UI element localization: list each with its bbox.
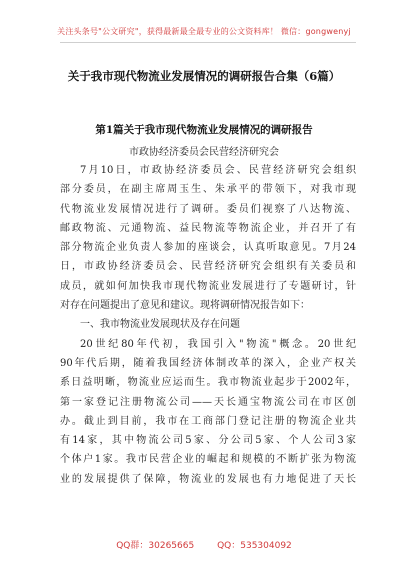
body-line: 20世纪80年代初，我国引入"物流"概念。20世纪 <box>80 338 356 350</box>
footer-contacts <box>0 538 408 551</box>
body-line: 7月10日，市政协经济委员会、民营经济研究会组织 <box>80 165 356 176</box>
body-line: 对存在问题提出了意见和建议。现将调研情况报告如下： <box>60 300 310 312</box>
body-line: 邮政物流、元通物流、益民物流等物流企业，并召开了有 <box>60 222 356 234</box>
body-line: 系日益明晰，物流业应运而生。我市物流业起步于2002年， <box>60 377 356 389</box>
document-title: 关于我市现代物流业发展情况的调研报告合集（6篇） <box>67 69 341 83</box>
body-line: 部分物流企业负责人参加的座谈会，认真听取意见。7月24 <box>60 242 356 254</box>
footer-qq-group: QQ群：30265665 <box>116 541 195 551</box>
subheading: 一、我市物流业发展现状及存在问题 <box>80 319 240 331</box>
author-organization: 市政协经济委员会民营经济研究会 <box>129 147 279 158</box>
body-line: 第一家登记注册物流公司——天长通宝物流公司在市区创 <box>60 396 356 408</box>
body-line: 日，市政协经济委员会、民营经济研究会组织有关委员和 <box>60 261 356 273</box>
body-line: 代物流业发展情况进行了调研。委员们视察了八达物流、 <box>60 203 356 215</box>
footer-qq: QQ：535304092 <box>217 541 292 551</box>
body-line: 部分委员，在副主席周玉生、朱承平的带领下，对我市现 <box>60 184 356 196</box>
section-title: 第1篇关于我市现代物流业发展情况的调研报告 <box>95 124 313 136</box>
body-line: 成员，就如何加快我市现代物流业发展进行了专题研讨，针 <box>60 280 356 292</box>
body-line: 有14家，其中物流公司5家、分公司5家、个人公司3家 <box>60 435 356 447</box>
header-divider <box>60 42 356 43</box>
body-line: 个体户1家。我市民营企业的崛起和规模的不断扩张为物流 <box>60 454 356 466</box>
body-line: 90年代后期，随着我国经济体制改革的深入，企业产权关 <box>60 357 356 369</box>
body-line: 业的发展提供了保障，物流业的发展也有力地促进了天长 <box>60 473 356 485</box>
body-text <box>60 161 356 489</box>
header-note: 关注头条号"公文研究"，获得最新最全最专业的公文资料库！ 微信：gongwenyj <box>57 27 351 36</box>
body-line: 办。截止到目前，我市在工商部门登记注册的物流企业共 <box>60 415 356 427</box>
